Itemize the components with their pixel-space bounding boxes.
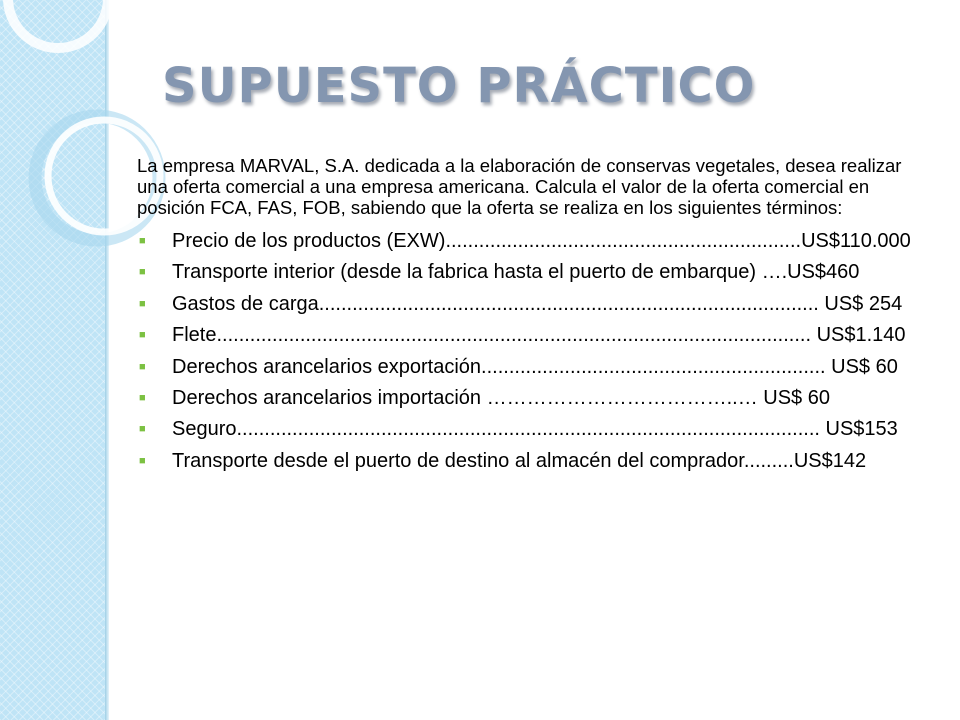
bullet-icon: ■	[139, 235, 146, 247]
list-item-text: Gastos de carga.......................................................................................... US$ 254	[172, 292, 903, 315]
list-item	[137, 446, 937, 477]
bullet-icon: ■	[139, 454, 146, 467]
list-item	[137, 383, 937, 414]
bullet-icon: ■	[139, 391, 146, 404]
bullet-icon: ■	[139, 360, 146, 373]
slide-title: SUPUESTO PRÁCTICO	[162, 58, 756, 114]
list-item	[137, 352, 937, 383]
list-item-text: Transporte desde el puerto de destino al almacén del comprador.........US$142	[172, 449, 867, 472]
list-item-text: Seguro......................................................................................................... US$153	[172, 418, 898, 441]
list-item-text: Flete........................................................................................................... US$1.140	[172, 324, 906, 347]
list-item-text: Derechos arancelarios importación ………………………………..… US$ 60	[172, 386, 830, 409]
list-item	[137, 226, 937, 257]
list-item	[137, 289, 937, 320]
bullet-icon: ■	[139, 297, 146, 310]
list-item	[137, 320, 937, 351]
intro-paragraph: La empresa MARVAL, S.A. dedicada a la elaboración de conservas vegetales, desea realizar una oferta comercial a una empresa americana. Calcula el valor de la oferta comercial en posición FCA, FAS, FOB, sabiendo que la oferta se realiza en los siguientes términos:	[137, 155, 902, 218]
list-item-text: Derechos arancelarios exportación.............................................................. US$ 60	[172, 355, 898, 378]
list-item	[137, 257, 937, 288]
cost-list	[137, 226, 937, 477]
list-item-text: Transporte interior (desde la fabrica hasta el puerto de embarque) ….US$460	[172, 261, 860, 284]
list-item-text: Precio de los productos (EXW)................................................................US$110.000	[172, 230, 911, 252]
bullet-icon: ■	[139, 266, 146, 279]
slide-content	[137, 155, 937, 477]
bullet-icon: ■	[139, 423, 146, 436]
bullet-icon: ■	[139, 329, 146, 342]
list-item	[137, 414, 937, 445]
